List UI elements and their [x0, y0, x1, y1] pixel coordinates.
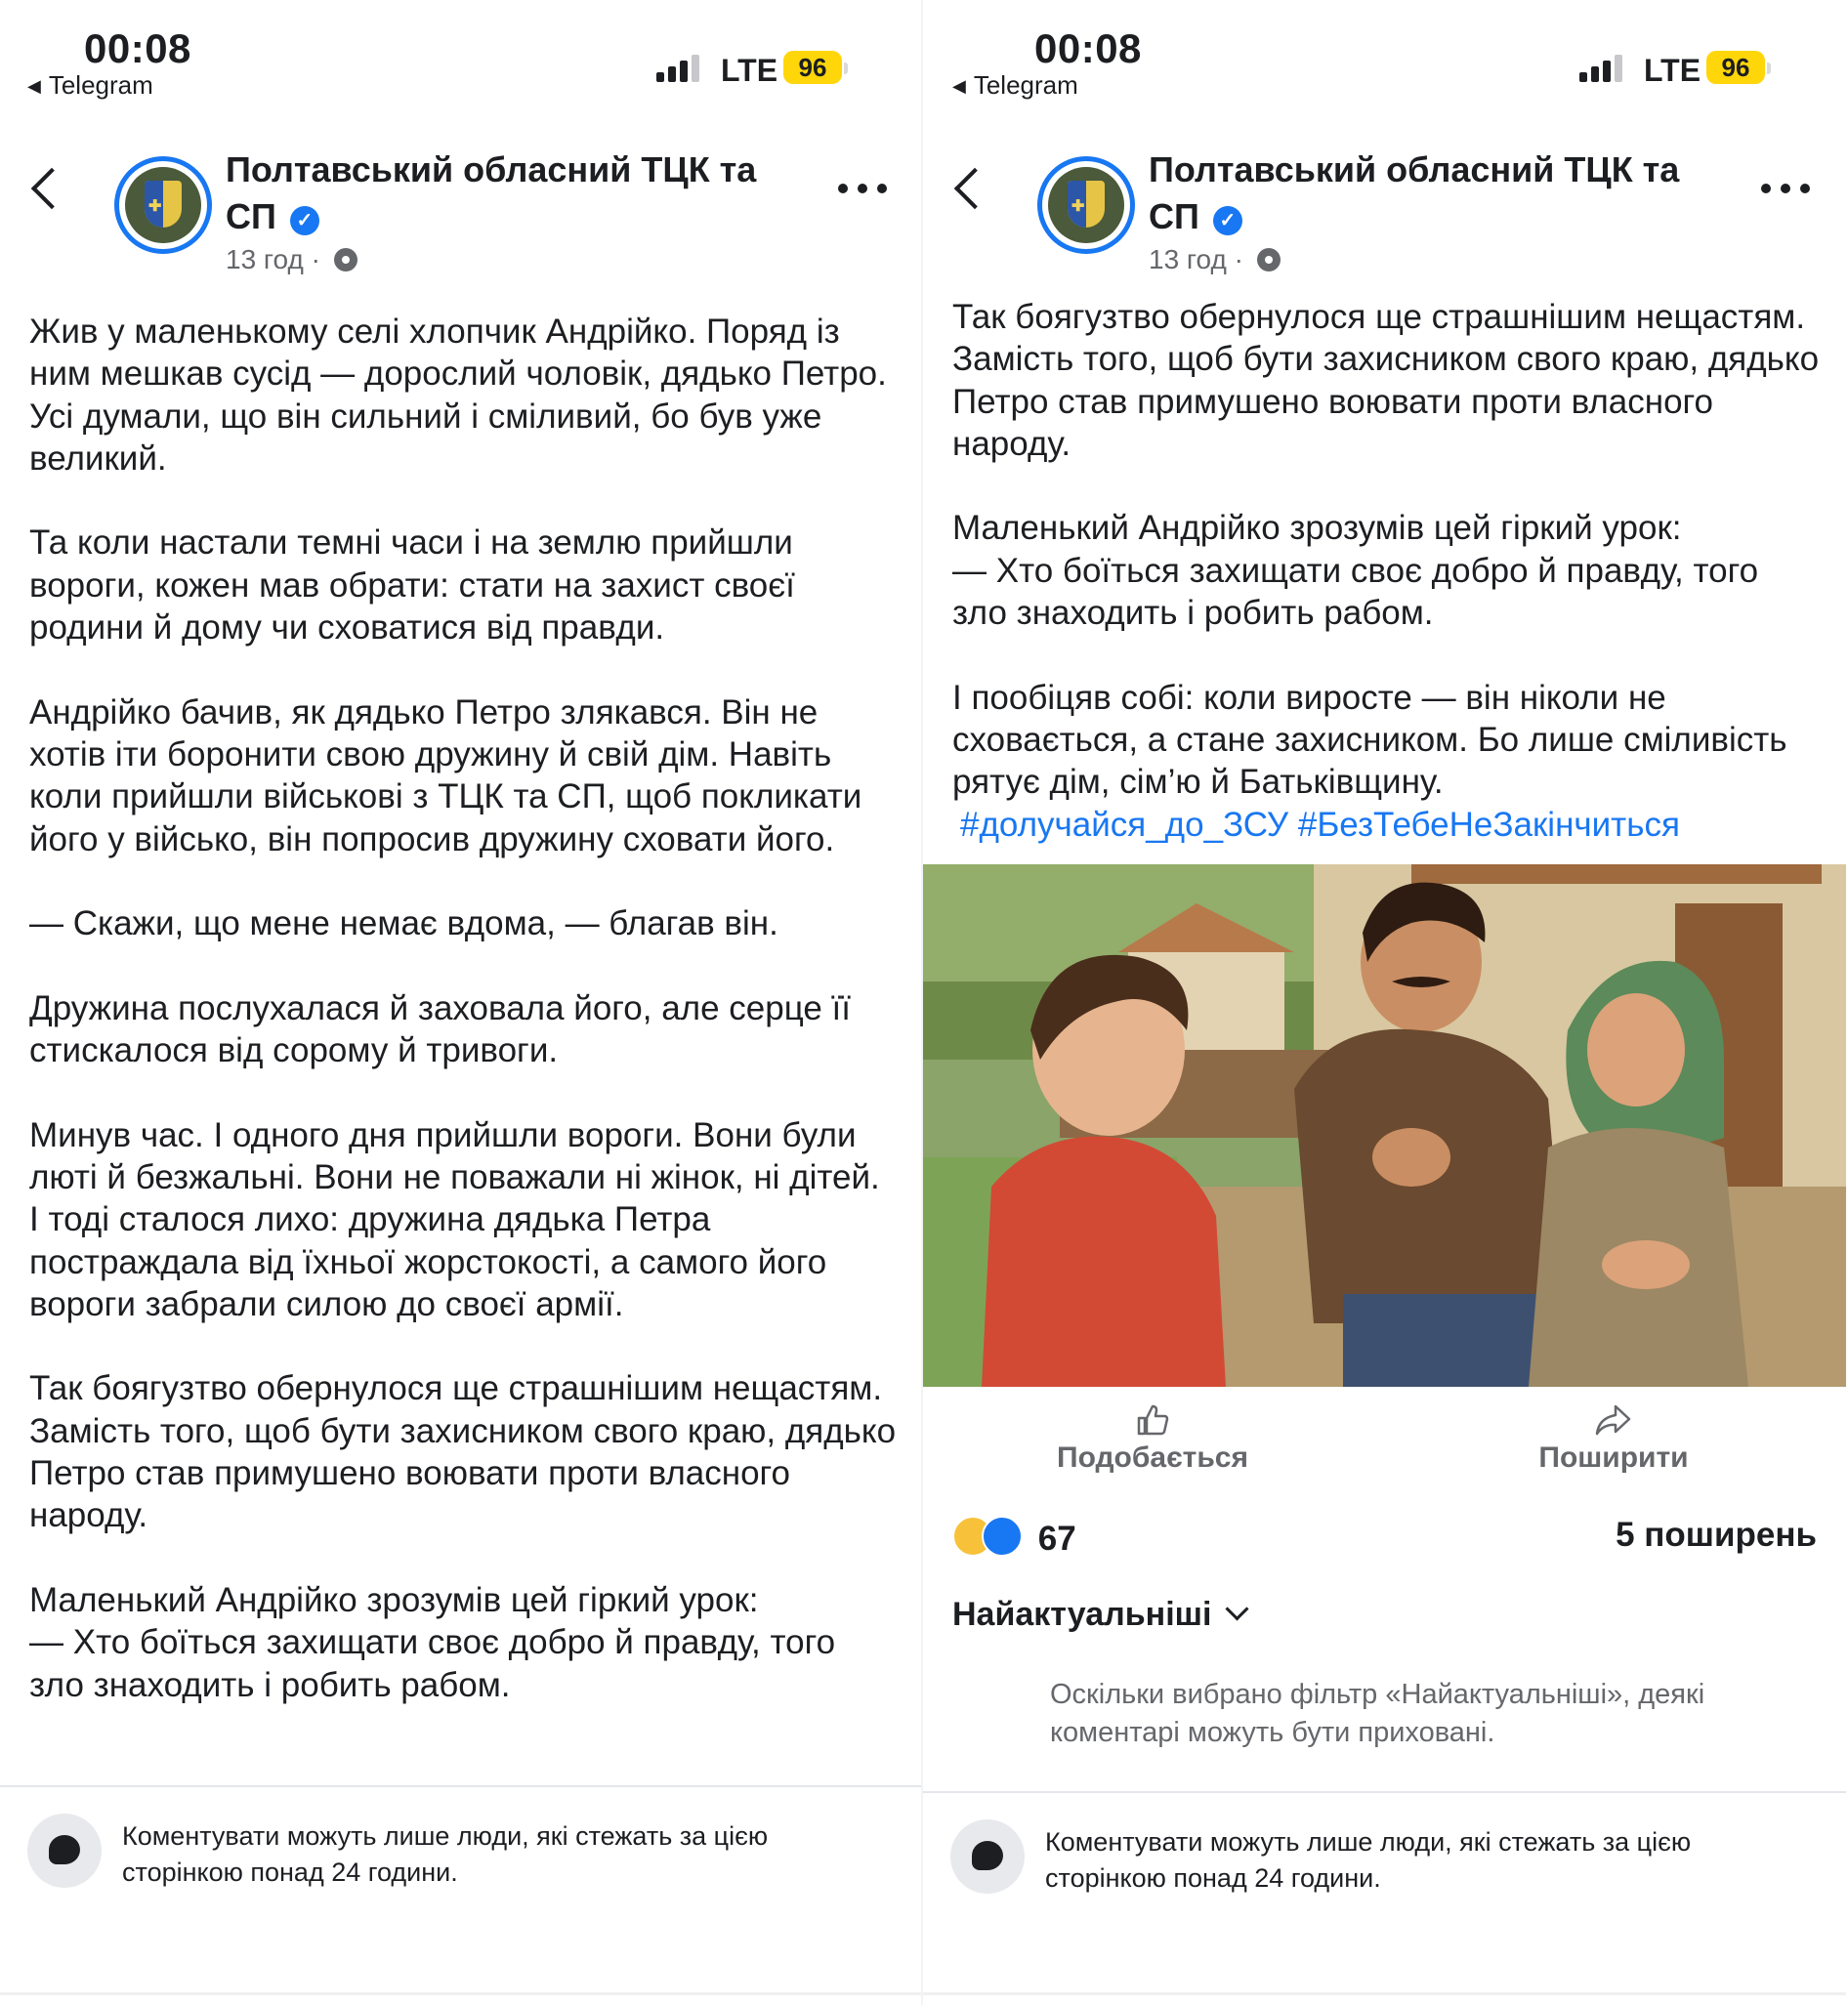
network-label: LTE	[1644, 53, 1701, 88]
paragraph: І пообіцяв собі: коли виросте — він ніколи не сховається, а стане захисником. Бо лише сміливість рятує дім, сім’ю й Батьківщину.	[952, 678, 1787, 802]
verified-icon: ✓	[290, 206, 319, 235]
post-image[interactable]	[923, 864, 1846, 1387]
page-name-block[interactable]	[226, 146, 812, 240]
chevron-down-icon	[1226, 1597, 1249, 1620]
battery-icon: 96	[1706, 51, 1765, 84]
status-time: 00:08	[84, 25, 191, 71]
paragraph: Минув час. І одного дня прийшли вороги. Вони були люті й безжальні. Вони не поважали ні жінок, ні дітей. І тоді сталося лихо: дружина дядька Петра постраждала від їхньої жорстокості, а самого його вороги забрали силою до своєї армії.	[29, 1115, 880, 1323]
verified-icon: ✓	[1213, 206, 1242, 235]
post-timestamp[interactable]: 13 год	[226, 244, 304, 274]
paragraph: Маленький Андрійко зрозумів цей гіркий урок: — Хто боїться захищати своє добро й правду, того зло знаходить і робить рабом.	[29, 1580, 836, 1704]
post-meta: 13 год ·	[1149, 244, 1281, 275]
filter-note: Оскільки вибрано фільтр «Найактуальніші», деякі коментарі можуть бути приховані.	[1050, 1679, 1705, 1748]
page-name[interactable]: Полтавський обласний ТЦК та СП	[226, 149, 757, 236]
comment-restriction-note: Коментувати можуть лише люди, які стежать за цією сторінкою понад 24 години.	[122, 1821, 769, 1887]
paragraph: — Скажи, що мене немає вдома, — благав він.	[29, 904, 778, 943]
divider	[0, 1785, 923, 1787]
hashtags[interactable]	[952, 804, 1822, 846]
back-triangle-icon: ◀	[27, 76, 41, 96]
left-screenshot	[0, 0, 923, 2005]
paragraph: Та коли настали темні часи і на землю прийшли вороги, кожен мав обрати: стати на захист своєї родини й дому чи сховатися від правди.	[29, 523, 795, 647]
paragraph: Так боягузтво обернулося ще страшнішим нещастям. Замість того, щоб бути захисником свого краю, дядько Петро став примушено воювати проти власного народу.	[952, 298, 1820, 463]
back-app-label: Telegram	[973, 70, 1078, 100]
battery-tip	[1767, 63, 1771, 74]
thumbs-up-icon	[1135, 1402, 1170, 1438]
like-reaction-icon	[982, 1516, 1023, 1557]
paragraph: Так боягузтво обернулося ще страшнішим нещастям. Замість того, щоб бути захисником свого краю, дядько Петро став примушено воювати проти власного народу.	[29, 1369, 897, 1535]
reactions-summary[interactable]	[952, 1516, 1076, 1559]
page-name-block[interactable]	[1149, 146, 1735, 240]
gear-icon	[334, 248, 357, 272]
page-avatar[interactable]: ✚	[114, 156, 212, 254]
like-button[interactable]	[1050, 1402, 1255, 1475]
share-label: Поширити	[1538, 1441, 1689, 1474]
back-chevron-icon[interactable]	[31, 168, 72, 209]
share-button[interactable]	[1531, 1402, 1697, 1475]
reaction-count: 67	[1037, 1520, 1076, 1558]
paragraph: Дружина послухалася й заховала його, але серце її стискалося від сорому й тривоги.	[29, 988, 851, 1070]
back-to-app-link[interactable]	[952, 70, 1078, 101]
paragraph: Андрійко бачив, як дядько Петро злякався. Він не хотів іти боронити свою дружину й свій дім. Навіть коли прийшли військові з ТЦК та СП, щоб покликати його у військо, він попросив дружину сховати його.	[29, 692, 862, 858]
post-text	[952, 296, 1822, 846]
more-icon[interactable]	[1761, 182, 1812, 195]
gear-icon	[1257, 248, 1281, 272]
shares-count[interactable]: 5 поширень	[1616, 1516, 1817, 1554]
hashtag-links[interactable]: #долучайся_до_ЗСУ #БезТебеНеЗакінчиться	[960, 805, 1680, 844]
illustration	[923, 864, 1846, 1387]
post-meta: 13 год ·	[226, 244, 357, 275]
comment-bubble-icon	[27, 1814, 102, 1888]
battery-tip	[844, 63, 848, 74]
back-triangle-icon: ◀	[952, 76, 966, 96]
back-to-app-link[interactable]	[27, 70, 153, 101]
paragraph: Жив у маленькому селі хлопчик Андрійко. Поряд із ним мешкав сусід — дорослий чоловік, дядько Петро. Усі думали, що він сильний і сміливий, бо був уже великий.	[29, 313, 887, 478]
right-screenshot	[923, 0, 1846, 2005]
page-avatar[interactable]: ✚	[1037, 156, 1135, 254]
more-icon[interactable]	[838, 182, 889, 195]
divider	[923, 1791, 1846, 1793]
comment-bubble-icon	[950, 1819, 1025, 1894]
share-arrow-icon	[1594, 1402, 1633, 1438]
post-text	[29, 311, 899, 1706]
like-label: Подобається	[1057, 1441, 1248, 1474]
comment-sort-dropdown[interactable]	[952, 1596, 1245, 1634]
signal-icon	[1579, 53, 1626, 82]
back-app-label: Telegram	[48, 70, 153, 100]
comment-restriction-note: Коментувати можуть лише люди, які стежать за цією сторінкою понад 24 години.	[1045, 1827, 1692, 1893]
status-time: 00:08	[1034, 25, 1142, 71]
network-label: LTE	[721, 53, 778, 88]
signal-icon	[656, 53, 703, 82]
bottom-edge	[0, 1992, 923, 1995]
battery-icon: 96	[783, 51, 842, 84]
sort-label: Найактуальніші	[952, 1596, 1212, 1633]
back-chevron-icon[interactable]	[954, 168, 995, 209]
page-name[interactable]: Полтавський обласний ТЦК та СП	[1149, 149, 1680, 236]
post-timestamp[interactable]: 13 год	[1149, 244, 1227, 274]
bottom-edge	[923, 1992, 1846, 1995]
paragraph: Маленький Андрійко зрозумів цей гіркий урок: — Хто боїться захищати своє добро й правду, того зло знаходить і робить рабом.	[952, 509, 1759, 633]
